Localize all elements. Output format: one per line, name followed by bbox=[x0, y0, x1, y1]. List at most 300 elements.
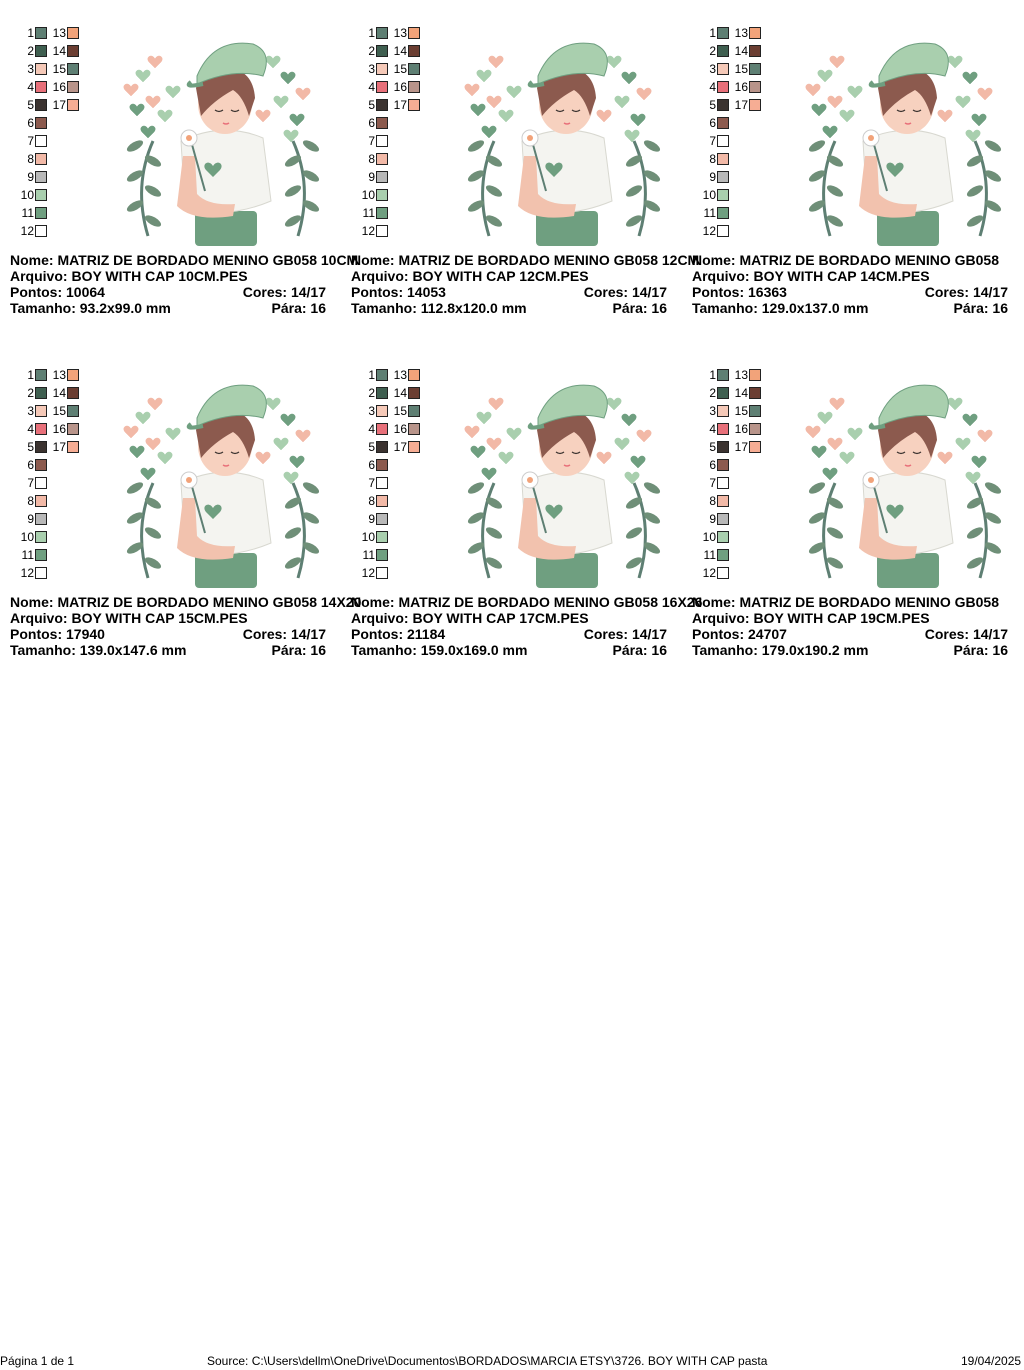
color-swatch bbox=[717, 225, 729, 237]
color-swatch bbox=[67, 27, 79, 39]
color-number: 5 bbox=[368, 440, 375, 454]
design-name: MATRIZ DE BORDADO MENINO GB058 16X26 bbox=[398, 594, 703, 610]
heart-icon bbox=[978, 88, 992, 100]
color-number: 7 bbox=[27, 134, 34, 148]
color-swatch bbox=[749, 369, 761, 381]
design-info bbox=[351, 594, 703, 658]
color-number: 15 bbox=[393, 62, 407, 76]
color-number: 9 bbox=[27, 170, 34, 184]
color-number: 12 bbox=[20, 566, 34, 580]
color-number: 8 bbox=[27, 152, 34, 166]
stops-label: Pára: bbox=[612, 300, 652, 316]
design-card-4 bbox=[8, 368, 362, 688]
heart-icon bbox=[166, 86, 180, 98]
stitch-count: 14053 bbox=[407, 284, 446, 300]
color-number: 1 bbox=[27, 26, 34, 40]
color-swatch bbox=[35, 549, 47, 561]
design-name: MATRIZ DE BORDADO MENINO GB058 10CM bbox=[57, 252, 359, 268]
color-number: 2 bbox=[709, 44, 716, 58]
color-number: 6 bbox=[368, 116, 375, 130]
color-swatch bbox=[408, 27, 420, 39]
stops-label: Pára: bbox=[271, 642, 311, 658]
design-preview bbox=[795, 368, 1015, 588]
heart-icon bbox=[290, 114, 304, 126]
design-file: BOY WITH CAP 15CM.PES bbox=[71, 610, 248, 626]
heart-icon bbox=[607, 398, 621, 410]
color-number: 15 bbox=[734, 404, 748, 418]
color-swatch bbox=[35, 495, 47, 507]
color-swatch bbox=[67, 63, 79, 75]
heart-icon bbox=[615, 96, 629, 108]
heart-icon bbox=[972, 114, 986, 126]
color-number: 10 bbox=[361, 188, 375, 202]
color-number: 1 bbox=[368, 368, 375, 382]
color-swatch bbox=[408, 405, 420, 417]
stitches-label: Pontos: bbox=[351, 626, 407, 642]
stitches-label: Pontos: bbox=[10, 284, 66, 300]
heart-icon bbox=[146, 438, 160, 450]
color-number: 4 bbox=[709, 80, 716, 94]
color-swatch bbox=[376, 117, 388, 129]
colors-label: Cores: bbox=[924, 284, 973, 300]
color-number: 4 bbox=[27, 422, 34, 436]
heart-icon bbox=[477, 70, 491, 82]
stitch-count: 16363 bbox=[748, 284, 787, 300]
heart-icon bbox=[465, 426, 479, 438]
color-number: 17 bbox=[734, 440, 748, 454]
color-swatch bbox=[717, 549, 729, 561]
color-swatch bbox=[35, 189, 47, 201]
heart-icon bbox=[840, 452, 854, 464]
colors-label: Cores: bbox=[242, 626, 291, 642]
stops-label: Pára: bbox=[953, 300, 993, 316]
color-count: 14/17 bbox=[290, 284, 326, 300]
color-number: 6 bbox=[709, 116, 716, 130]
heart-icon bbox=[266, 56, 280, 68]
stitches-label: Pontos: bbox=[692, 626, 748, 642]
color-swatch bbox=[717, 459, 729, 471]
heart-icon bbox=[978, 430, 992, 442]
color-swatch bbox=[749, 81, 761, 93]
color-swatch bbox=[35, 153, 47, 165]
design-preview bbox=[795, 26, 1015, 246]
color-swatch bbox=[749, 405, 761, 417]
file-label: Arquivo: bbox=[10, 610, 72, 626]
design-preview bbox=[113, 26, 333, 246]
color-number: 17 bbox=[393, 440, 407, 454]
heart-icon bbox=[274, 438, 288, 450]
heart-icon bbox=[848, 86, 862, 98]
color-number: 13 bbox=[52, 368, 66, 382]
heart-icon bbox=[136, 412, 150, 424]
color-swatch bbox=[35, 567, 47, 579]
color-count: 14/17 bbox=[972, 284, 1008, 300]
color-swatch bbox=[717, 567, 729, 579]
heart-icon bbox=[637, 430, 651, 442]
color-number: 16 bbox=[393, 422, 407, 436]
size-label: Tamanho: bbox=[351, 642, 421, 658]
boy-with-cap-illustration bbox=[113, 26, 333, 246]
color-number: 14 bbox=[734, 386, 748, 400]
heart-icon bbox=[938, 110, 952, 122]
heart-icon bbox=[471, 104, 485, 116]
design-file: BOY WITH CAP 12CM.PES bbox=[412, 268, 589, 284]
color-number: 15 bbox=[734, 62, 748, 76]
color-number: 7 bbox=[368, 134, 375, 148]
name-label: Nome: bbox=[692, 594, 740, 610]
heart-icon bbox=[622, 414, 636, 426]
heart-icon bbox=[840, 110, 854, 122]
size-label: Tamanho: bbox=[692, 300, 762, 316]
heart-icon bbox=[130, 104, 144, 116]
heart-icon bbox=[631, 456, 645, 468]
color-swatch bbox=[376, 153, 388, 165]
color-swatch bbox=[717, 153, 729, 165]
color-swatch bbox=[717, 171, 729, 183]
heart-icon bbox=[281, 414, 295, 426]
heart-icon bbox=[948, 56, 962, 68]
color-number: 8 bbox=[709, 152, 716, 166]
heart-icon bbox=[141, 468, 155, 480]
heart-icon bbox=[806, 84, 820, 96]
heart-icon bbox=[966, 472, 980, 484]
name-label: Nome: bbox=[692, 252, 740, 268]
color-number: 12 bbox=[702, 566, 716, 580]
color-swatch bbox=[408, 441, 420, 453]
heart-icon bbox=[812, 446, 826, 458]
color-number: 12 bbox=[361, 224, 375, 238]
color-swatch bbox=[35, 513, 47, 525]
boy-with-cap-illustration bbox=[454, 26, 674, 246]
color-number: 3 bbox=[27, 404, 34, 418]
file-label: Arquivo: bbox=[351, 610, 413, 626]
color-number: 10 bbox=[361, 530, 375, 544]
color-number: 5 bbox=[709, 440, 716, 454]
color-number: 15 bbox=[52, 62, 66, 76]
heart-icon bbox=[966, 130, 980, 142]
stops-label: Pára: bbox=[612, 642, 652, 658]
color-number: 11 bbox=[21, 206, 34, 220]
color-number: 1 bbox=[709, 26, 716, 40]
design-info bbox=[10, 252, 359, 316]
stitch-count: 24707 bbox=[748, 626, 787, 642]
design-file: BOY WITH CAP 19CM.PES bbox=[753, 610, 930, 626]
color-swatch bbox=[749, 423, 761, 435]
stitch-count: 17940 bbox=[66, 626, 105, 642]
color-number: 12 bbox=[20, 224, 34, 238]
color-number: 16 bbox=[393, 80, 407, 94]
color-number: 1 bbox=[27, 368, 34, 382]
color-number: 14 bbox=[52, 386, 66, 400]
heart-icon bbox=[141, 126, 155, 138]
color-swatch bbox=[35, 477, 47, 489]
color-number: 17 bbox=[393, 98, 407, 112]
color-number: 10 bbox=[702, 530, 716, 544]
boy-with-cap-illustration bbox=[795, 26, 1015, 246]
design-size: 179.0x190.2 mm bbox=[761, 642, 869, 658]
heart-icon bbox=[284, 130, 298, 142]
color-number: 2 bbox=[368, 44, 375, 58]
color-number: 4 bbox=[368, 422, 375, 436]
color-swatch bbox=[67, 45, 79, 57]
heart-icon bbox=[487, 438, 501, 450]
color-swatch bbox=[717, 531, 729, 543]
design-name: MATRIZ DE BORDADO MENINO GB058 12CM bbox=[398, 252, 700, 268]
page-number: Página 1 de 1 bbox=[0, 1354, 75, 1368]
name-label: Nome: bbox=[10, 252, 58, 268]
color-number: 10 bbox=[702, 188, 716, 202]
color-number: 8 bbox=[368, 152, 375, 166]
heart-icon bbox=[487, 96, 501, 108]
color-number: 6 bbox=[27, 458, 34, 472]
color-number: 14 bbox=[393, 44, 407, 58]
color-number: 3 bbox=[709, 62, 716, 76]
heart-icon bbox=[615, 438, 629, 450]
color-swatch bbox=[717, 135, 729, 147]
design-preview bbox=[454, 368, 674, 588]
color-swatch bbox=[408, 81, 420, 93]
color-number: 17 bbox=[52, 98, 66, 112]
color-number: 5 bbox=[368, 98, 375, 112]
color-count: 14/17 bbox=[972, 626, 1008, 642]
boy-with-cap-illustration bbox=[795, 368, 1015, 588]
color-number: 6 bbox=[709, 458, 716, 472]
design-size: 159.0x169.0 mm bbox=[420, 642, 528, 658]
heart-icon bbox=[507, 86, 521, 98]
heart-icon bbox=[818, 412, 832, 424]
heart-icon bbox=[823, 468, 837, 480]
file-label: Arquivo: bbox=[692, 268, 754, 284]
heart-icon bbox=[130, 446, 144, 458]
design-size: 93.2x99.0 mm bbox=[79, 300, 171, 316]
color-number: 1 bbox=[368, 26, 375, 40]
color-number: 10 bbox=[20, 188, 34, 202]
stops-label: Pára: bbox=[953, 642, 993, 658]
color-number: 8 bbox=[368, 494, 375, 508]
color-count: 14/17 bbox=[631, 284, 667, 300]
stop-count: 16 bbox=[651, 642, 667, 658]
design-card-5 bbox=[349, 368, 703, 688]
stitches-label: Pontos: bbox=[10, 626, 66, 642]
color-swatch bbox=[35, 135, 47, 147]
color-number: 15 bbox=[393, 404, 407, 418]
color-swatch bbox=[67, 405, 79, 417]
color-number: 16 bbox=[52, 80, 66, 94]
heart-icon bbox=[281, 72, 295, 84]
size-label: Tamanho: bbox=[351, 300, 421, 316]
color-number: 4 bbox=[368, 80, 375, 94]
color-number: 8 bbox=[27, 494, 34, 508]
heart-icon bbox=[256, 110, 270, 122]
color-number: 7 bbox=[368, 476, 375, 490]
colors-label: Cores: bbox=[242, 284, 291, 300]
color-swatch bbox=[376, 189, 388, 201]
heart-icon bbox=[956, 438, 970, 450]
heart-icon bbox=[823, 126, 837, 138]
color-number: 2 bbox=[27, 44, 34, 58]
color-swatch bbox=[749, 27, 761, 39]
design-file: BOY WITH CAP 14CM.PES bbox=[753, 268, 930, 284]
color-number: 16 bbox=[734, 422, 748, 436]
color-number: 3 bbox=[27, 62, 34, 76]
heart-icon bbox=[812, 104, 826, 116]
heart-icon bbox=[482, 468, 496, 480]
color-swatch bbox=[35, 531, 47, 543]
boy-with-cap-illustration bbox=[113, 368, 333, 588]
color-swatch bbox=[749, 63, 761, 75]
color-swatch bbox=[376, 567, 388, 579]
heart-icon bbox=[158, 110, 172, 122]
color-swatch bbox=[35, 171, 47, 183]
color-number: 11 bbox=[21, 548, 34, 562]
color-swatch bbox=[376, 135, 388, 147]
color-number: 4 bbox=[709, 422, 716, 436]
color-number: 9 bbox=[368, 170, 375, 184]
heart-icon bbox=[148, 56, 162, 68]
color-swatch bbox=[67, 99, 79, 111]
design-name: MATRIZ DE BORDADO MENINO GB058 bbox=[739, 252, 999, 268]
color-swatch bbox=[67, 387, 79, 399]
heart-icon bbox=[948, 398, 962, 410]
color-number: 5 bbox=[709, 98, 716, 112]
color-swatch bbox=[376, 513, 388, 525]
heart-icon bbox=[166, 428, 180, 440]
color-swatch bbox=[376, 477, 388, 489]
heart-icon bbox=[284, 472, 298, 484]
color-number: 3 bbox=[709, 404, 716, 418]
heart-icon bbox=[477, 412, 491, 424]
color-swatch bbox=[67, 81, 79, 93]
heart-icon bbox=[806, 426, 820, 438]
design-info bbox=[692, 252, 1022, 316]
color-swatch bbox=[749, 99, 761, 111]
color-number: 13 bbox=[393, 368, 407, 382]
design-file: BOY WITH CAP 17CM.PES bbox=[412, 610, 589, 626]
heart-icon bbox=[625, 472, 639, 484]
design-preview bbox=[454, 26, 674, 246]
print-date: 19/04/2025 bbox=[961, 1354, 1022, 1368]
color-swatch bbox=[408, 369, 420, 381]
design-info bbox=[351, 252, 700, 316]
heart-icon bbox=[256, 452, 270, 464]
color-swatch bbox=[408, 63, 420, 75]
color-number: 6 bbox=[27, 116, 34, 130]
color-number: 9 bbox=[709, 170, 716, 184]
name-label: Nome: bbox=[10, 594, 58, 610]
color-number: 14 bbox=[393, 386, 407, 400]
heart-icon bbox=[482, 126, 496, 138]
heart-icon bbox=[471, 446, 485, 458]
colors-label: Cores: bbox=[924, 626, 973, 642]
heart-icon bbox=[507, 428, 521, 440]
color-swatch bbox=[376, 531, 388, 543]
color-number: 10 bbox=[20, 530, 34, 544]
design-name: MATRIZ DE BORDADO MENINO GB058 14X20 bbox=[57, 594, 362, 610]
heart-icon bbox=[296, 430, 310, 442]
color-number: 1 bbox=[709, 368, 716, 382]
heart-icon bbox=[274, 96, 288, 108]
heart-icon bbox=[266, 398, 280, 410]
design-info bbox=[692, 594, 1022, 658]
color-number: 11 bbox=[362, 548, 375, 562]
color-number: 6 bbox=[368, 458, 375, 472]
color-number: 5 bbox=[27, 98, 34, 112]
heart-icon bbox=[489, 398, 503, 410]
color-number: 13 bbox=[393, 26, 407, 40]
color-swatch bbox=[408, 423, 420, 435]
color-number: 3 bbox=[368, 62, 375, 76]
color-number: 2 bbox=[709, 386, 716, 400]
heart-icon bbox=[848, 428, 862, 440]
color-swatch bbox=[35, 117, 47, 129]
color-number: 7 bbox=[709, 476, 716, 490]
color-number: 16 bbox=[734, 80, 748, 94]
color-number: 4 bbox=[27, 80, 34, 94]
heart-icon bbox=[830, 398, 844, 410]
color-swatch bbox=[717, 207, 729, 219]
color-swatch bbox=[67, 441, 79, 453]
color-swatch bbox=[717, 189, 729, 201]
stitch-count: 21184 bbox=[407, 626, 446, 642]
color-swatch bbox=[35, 207, 47, 219]
color-number: 9 bbox=[709, 512, 716, 526]
heart-icon bbox=[296, 88, 310, 100]
heart-icon bbox=[625, 130, 639, 142]
design-size: 112.8x120.0 mm bbox=[420, 300, 527, 316]
color-swatch bbox=[408, 45, 420, 57]
color-number: 13 bbox=[52, 26, 66, 40]
heart-icon bbox=[956, 96, 970, 108]
file-label: Arquivo: bbox=[10, 268, 72, 284]
color-number: 17 bbox=[52, 440, 66, 454]
color-swatch bbox=[35, 459, 47, 471]
color-number: 12 bbox=[702, 224, 716, 238]
color-swatch bbox=[376, 549, 388, 561]
color-number: 8 bbox=[709, 494, 716, 508]
design-info bbox=[10, 594, 362, 658]
heart-icon bbox=[136, 70, 150, 82]
design-file: BOY WITH CAP 10CM.PES bbox=[71, 268, 248, 284]
heart-icon bbox=[830, 56, 844, 68]
colors-label: Cores: bbox=[583, 626, 632, 642]
heart-icon bbox=[631, 114, 645, 126]
color-count: 14/17 bbox=[631, 626, 667, 642]
color-number: 12 bbox=[361, 566, 375, 580]
color-number: 2 bbox=[27, 386, 34, 400]
design-card-1 bbox=[8, 26, 359, 346]
color-swatch bbox=[376, 207, 388, 219]
color-swatch bbox=[408, 387, 420, 399]
heart-icon bbox=[828, 438, 842, 450]
colors-label: Cores: bbox=[583, 284, 632, 300]
name-label: Nome: bbox=[351, 252, 399, 268]
color-number: 17 bbox=[734, 98, 748, 112]
color-number: 13 bbox=[734, 368, 748, 382]
heart-icon bbox=[499, 110, 513, 122]
color-number: 7 bbox=[709, 134, 716, 148]
color-swatch bbox=[717, 117, 729, 129]
color-swatch bbox=[376, 225, 388, 237]
color-swatch bbox=[717, 495, 729, 507]
heart-icon bbox=[499, 452, 513, 464]
heart-icon bbox=[828, 96, 842, 108]
heart-icon bbox=[146, 96, 160, 108]
heart-icon bbox=[637, 88, 651, 100]
heart-icon bbox=[124, 84, 138, 96]
color-number: 11 bbox=[703, 206, 716, 220]
color-number: 3 bbox=[368, 404, 375, 418]
stops-label: Pára: bbox=[271, 300, 311, 316]
